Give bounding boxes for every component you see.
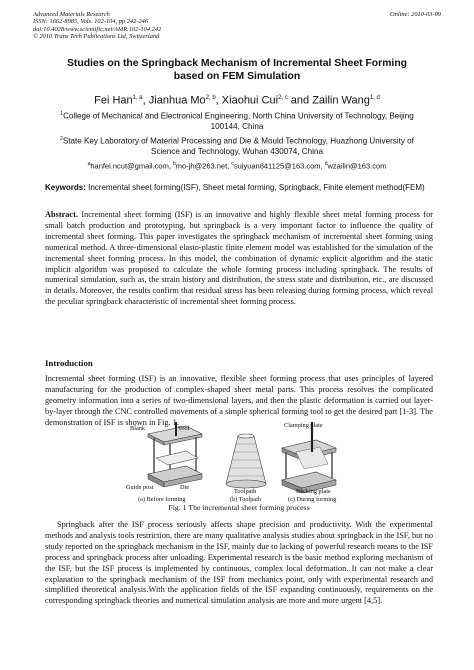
title-line-2: based on FEM Simulation [173, 71, 301, 82]
author-sup: 1, a [132, 95, 143, 101]
label-backing-plate: Backing plate [296, 488, 331, 495]
author-name: Fei Han [94, 94, 133, 107]
abstract-text: Incremental sheet forming (ISF) is an innovative and highly flexible sheet metal forming process for small batch production and prototyping, but springback is a very important factor to influence the quality of incremental sheet forming. This paper investigates the springback mechanism of incremental sheet forming using numerical method. A three-dimensional elasto-plastic finite element model was established for the simulation of the incremental sheet forming process. In this model, the combination of dynamic explicit algorithm and the static implicit algorithm was proposed to calculate the whole forming process including springback. The results of numerical simulation, such as, the strain history and distribution, the stress state and distribution, etc., are discussed in details. Moreover, the results confirm that residual stress has been releasing during forming process, which reveal the peculiar springback characteristic of incremental sheet forming process. [45, 210, 433, 307]
label-clamping-plate: Clamping plate [284, 422, 323, 429]
keywords [45, 183, 433, 194]
title-line-1: Studies on the Springback Mechanism of Incremental Sheet Forming [66, 58, 408, 69]
label-blank: Blank [130, 425, 146, 432]
paper-title [40, 57, 434, 83]
author-separator: and [287, 94, 313, 107]
keywords-text: Incremental sheet forming(ISF), Sheet metal forming, Springback, Finite element method(FEM) [85, 183, 425, 192]
email-sup: a [87, 161, 91, 167]
author-name: Jianhua Mo [148, 94, 206, 107]
author-list [40, 91, 434, 108]
affiliation-1 [40, 109, 434, 132]
email-sup: c [231, 161, 234, 167]
body-paragraph: Springback after the ISF process seriously affects shape precision and productivity. With the experimental methods and analysis tools restriction, there are many qualitative analysis studies about springback in the ISF, but no study reported on the springback mechanism in the ISF, mainly due to lacking of powerful research means to the ISF process and springback process after unloading. Experimental research is the basic method exploring mechanism of the ISF, but the ISF process is implemented by continuous, complex local deformation. It can not make a clear explanation to the springback mechanism of the ISF from mechanics point, only with experimental research and simplified theoretical analysis.With the application fields of the ISF expanding continuously, requirements on the corresponding springback theories and numerical simulation analysis are more and more urgent [4,5]. [45, 520, 433, 606]
copyright-line: © 2010 Trans Tech Publications Ltd, Switzerland [33, 33, 160, 41]
email-sup: d [324, 161, 328, 167]
toolpath-illustration [226, 434, 266, 488]
subfigure-b-caption: (b) Toolpath [230, 496, 262, 503]
forming-rig-illustration [282, 422, 336, 493]
affiliation-sup: 1 [60, 111, 64, 117]
label-toolpath: Toolpath [234, 488, 257, 495]
journal-name: Advanced Materials Research [33, 11, 110, 18]
die-set-illustration [148, 422, 202, 487]
email-list [40, 160, 434, 171]
author-sup: 1, d [369, 95, 380, 101]
author-separator: , [142, 94, 149, 107]
keywords-label: Keywords: [45, 183, 86, 192]
email-link[interactable]: mo-jh@263.net, [175, 161, 232, 171]
label-tool: Tool [178, 425, 190, 432]
email-link[interactable]: suiyuan841125@163.com, [233, 161, 325, 171]
affiliation-line: Science and Technology, Wuhan 430074, China [151, 146, 323, 156]
affiliation-line: State Key Laboratory of Material Processing and Die & Mould Technology, Huazhong University of [62, 136, 414, 146]
journal-header [33, 11, 161, 41]
doi-link[interactable]: doi:10.4028/www.scientific.net/AMR.102-104.242 [33, 25, 162, 33]
author-sup: 2, b [205, 95, 216, 101]
author-name: Xiaohui Cui [221, 94, 279, 107]
affiliation-line: 100144, China [210, 121, 264, 131]
affiliation-sup: 2 [60, 136, 63, 142]
figure-1 [126, 422, 340, 504]
abstract [45, 210, 433, 308]
affiliation-2 [40, 134, 434, 157]
label-die: Die [180, 484, 190, 491]
abstract-label: Abstract. [45, 210, 78, 219]
intro-paragraph: Incremental sheet forming (ISF) is an innovative, flexible sheet forming process that uses principles of layered manufacturing for the production of complex-shaped sheet metal parts. This process resolves the complicated geometry information into a series of two-dimensional layers, and then the plastic deformation is carried out layer-by-layer through the CNC controlled movements of a simple spherical forming tool to get the desired part [1-3]. The demonstration of ISF is shown in Fig. 1. [45, 374, 433, 427]
affiliation-line: College of Mechanical and Electronical Engineering, North China University of Technology, Beijing [63, 111, 414, 121]
section-heading: Introduction [45, 358, 93, 368]
author-name: Zailin Wang [312, 94, 370, 107]
email-link[interactable]: hanfei.ncut@gmail.com, [90, 161, 174, 171]
subfigure-c-caption: (c) During forming [288, 496, 337, 503]
author-sup: 2, c [278, 95, 288, 101]
subfigure-a-caption: (a) Before forming [138, 496, 186, 503]
issn-line: ISSN: 1662-8985, Vols. 102-104, pp 242-246 [33, 18, 149, 26]
online-date: Online: 2010-03-09 [390, 11, 441, 18]
email-sup: b [173, 161, 176, 167]
figure-caption: Fig. 1 The incremental sheet forming process [168, 503, 310, 512]
email-link[interactable]: wzailin@163.com [327, 161, 387, 171]
author-separator: , [215, 94, 222, 107]
label-guide-post: Guide post [126, 484, 154, 491]
